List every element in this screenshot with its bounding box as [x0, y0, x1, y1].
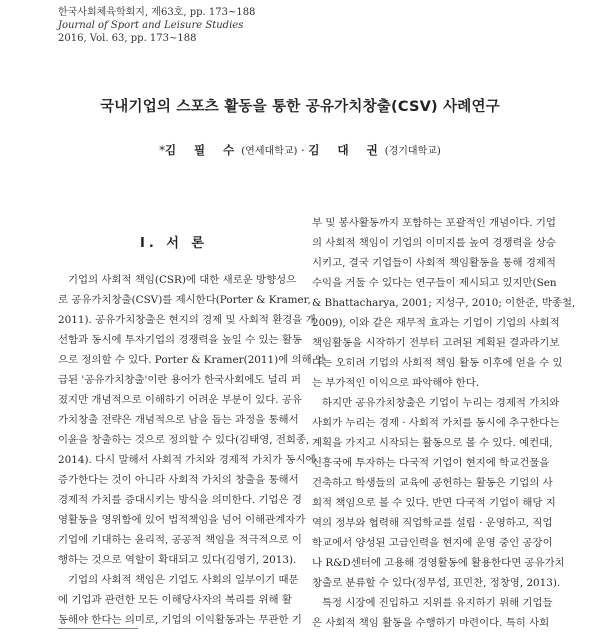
body-line: 졌지만 개념적으로 이해하기 어려운 부분이 있다. 공유 — [58, 394, 302, 406]
footnote-divider — [58, 628, 138, 629]
journal-header — [58, 6, 255, 45]
body-line: 가치창출 전략은 개념적으로 남을 돕는 과정을 통해서 — [58, 414, 299, 426]
body-line: 계획을 가지고 시작되는 활동으로 볼 수 있다. 예컨대, — [312, 437, 553, 449]
body-line: 경제적 가치를 증대시키는 방식을 의미한다. 기업은 경 — [58, 494, 302, 506]
journal-english-name: Journal of Sport and Leisure Studies — [58, 20, 244, 31]
body-line: 급된 '공유가치창출'이란 용어가 한국사회에도 널리 퍼 — [58, 374, 302, 386]
body-line: 으로 정의할 수 있다. Porter & Kramer(2011)에 의해 언 — [58, 354, 325, 366]
right-column — [312, 213, 576, 633]
body-line: 부 및 봉사활동까지 포함하는 포괄적인 개념이다. 기업 — [312, 217, 556, 229]
body-line: 은 사회적 책임 활동을 수행하기 마련이다. 특히 사회 — [312, 617, 550, 629]
body-line: 동해야 한다는 의미로, 기업의 이익활동과는 무관한 기 — [58, 614, 302, 626]
author-separator: · — [301, 143, 305, 157]
left-column — [58, 270, 325, 630]
body-line: 영활동을 영위함에 있어 법적책임을 넘어 이해관계자가 — [58, 514, 306, 526]
journal-volume-info: 2016, Vol. 63, pp. 173~188 — [58, 33, 197, 44]
body-line: 회적 책임으로 볼 수 있다. 반면 다국적 기업이 해당 지 — [312, 497, 556, 509]
body-line: 행하는 것으로 역할이 확대되고 있다(김영기, 2013). — [58, 554, 297, 566]
body-line: 기업의 사회적 책임(CSR)에 대한 새로운 방향성으 — [68, 274, 297, 286]
body-line: 2011). 공유가치창출은 현지의 경제 및 사회적 환경을 개 — [58, 314, 316, 326]
body-line: 이윤을 창출하는 것으로 정의할 수 있다(김태영, 전희종, — [58, 434, 310, 446]
body-line: 로 공유가치창출(CSV)를 제시한다(Porter & Kramer, — [58, 294, 311, 306]
author-1-name: 김 필 수 — [164, 143, 242, 157]
body-line: 2014). 다시 말해서 사회적 가치와 경제적 가치가 동시에 — [58, 454, 316, 466]
body-line: 건축하고 학생들의 교육에 공헌하는 활동은 기업의 사 — [312, 477, 553, 489]
section-heading-introduction: I. 서 론 — [140, 236, 208, 251]
body-line: 다는 오히려 기업의 사회적 책임 활동 이후에 얻을 수 있 — [312, 357, 563, 369]
author-1-affiliation: (연세대학교) — [241, 146, 298, 157]
author-2-affiliation: (경기대학교) — [384, 146, 441, 157]
journal-korean-name: 한국사회체육학회지, 제63호, pp. 173~188 — [58, 7, 256, 18]
body-line: 수익을 거둘 수 있다는 연구들이 제시되고 있지만(Sen — [312, 277, 557, 289]
body-line: 특정 시장에 진입하고 지위를 유지하기 위해 기업들 — [322, 597, 553, 609]
body-line: 책임활동을 시작하기 전부터 고려된 계획된 결과라기보 — [312, 337, 560, 349]
author-line — [0, 142, 600, 158]
corresponding-marker: * — [159, 143, 165, 157]
body-line: 나 R&D센터에 고용해 경영활동에 활용한다면 공유가치 — [312, 557, 565, 569]
author-2-name: 김 대 권 — [308, 143, 385, 157]
body-line: 시키고, 결국 기업들이 사회적 책임활동을 통해 경제적 — [312, 257, 556, 269]
body-line: 증가한다는 것이 아니라 사회적 가치의 창출을 통해서 — [58, 474, 299, 486]
body-line: 신흥국에 투자하는 다국적 기업이 현지에 학교건물을 — [312, 457, 550, 469]
body-line: 선함과 동시에 투자기업의 경쟁력을 높일 수 있는 활동 — [58, 334, 302, 346]
body-line: 창출로 분류할 수 있다(정무섭, 표민찬, 정창영, 2013). — [312, 577, 561, 589]
body-line: 는 부가적인 이익으로 파악해야 한다. — [312, 377, 480, 389]
body-line: 사회가 누리는 경제 · 사회적 가치를 동시에 추구한다는 — [312, 417, 560, 429]
body-line: 에 기업과 관련한 모든 이해당사자의 복리를 위해 활 — [58, 594, 292, 606]
body-line: 기업의 사회적 책임은 기업도 사회의 일부이기 때문 — [68, 574, 299, 586]
body-line: 학교에서 양성된 고급인력을 현지에 운영 중인 공장이 — [312, 537, 553, 549]
body-line: 2009), 이와 같은 재무적 효과는 기업이 기업의 사회적 — [312, 317, 560, 329]
body-line: 기업에 기대하는 윤리적, 공공적 책임을 적극적으로 이 — [58, 534, 302, 546]
body-line: 의 사회적 책임이 기업의 이미지를 높여 경쟁력을 상승 — [312, 237, 556, 249]
body-line: 하지만 공유가치창출은 기업이 누리는 경제적 가치와 — [322, 397, 560, 409]
body-line: 역의 정부와 협력해 직업학교를 설립 · 운영하고, 직업 — [312, 517, 553, 529]
body-line: & Bhattacharya, 2001; 지성구, 2010; 이한준, 박종철, — [312, 297, 576, 309]
paper-title: 국내기업의 스포츠 활동을 통한 공유가치창출(CSV) 사례연구 — [100, 99, 500, 115]
